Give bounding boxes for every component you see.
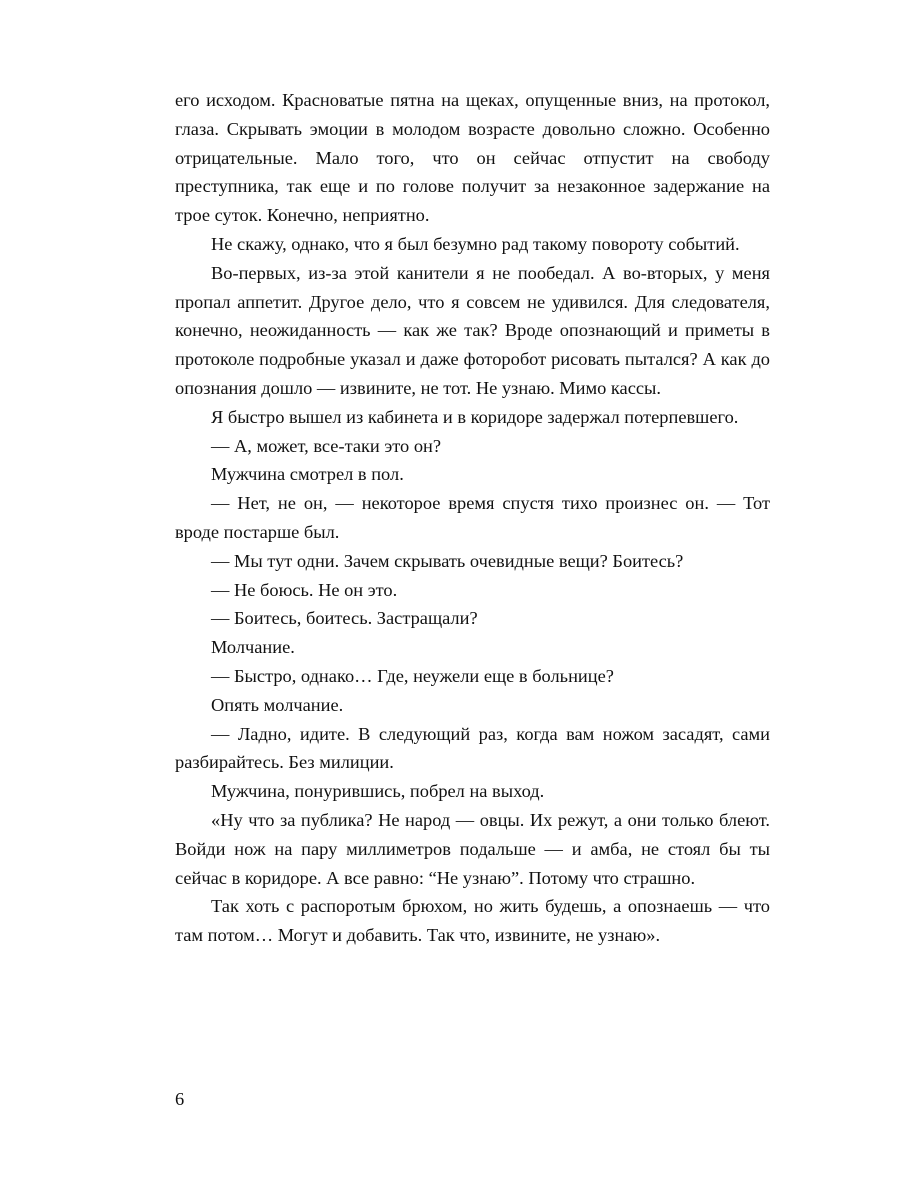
- paragraph: Так хоть с распоротым брюхом, но жить будешь, а опознаешь — что там потом… Могут и добавить. Так что, извините, не узнаю».: [175, 896, 770, 946]
- paragraph: Мужчина смотрел в пол.: [211, 464, 404, 485]
- paragraph: Я быстро вышел из кабинета и в коридоре задержал потерпевшего.: [211, 406, 739, 427]
- dialogue-line: — Ладно, идите. В следующий раз, когда вам ножом засадят, сами разбирайтесь. Без милиции.: [175, 723, 770, 773]
- paragraph: Не скажу, однако, что я был безумно рад такому повороту событий.: [211, 233, 740, 254]
- dialogue-line: — А, может, все-таки это он?: [211, 435, 442, 456]
- paragraph: Молчание.: [211, 637, 295, 658]
- dialogue-line: — Боитесь, боитесь. Застращали?: [211, 608, 478, 629]
- page-body: [175, 86, 770, 950]
- page-number: 6: [175, 1089, 185, 1109]
- paragraph: Во-первых, из-за этой канители я не пообедал. А во-вторых, у меня пропал аппетит. Другое дело, что я совсем не удивился. Для следователя, конечно, неожиданность — как же так? Вроде опознающий и приметы в протоколе подробные указал и даже фоторобот рисовать пытался? А как до опознания дошло — извините, не тот. Не узнаю. Мимо кассы.: [175, 262, 770, 398]
- dialogue-line: — Нет, не он, — некоторое время спустя тихо произнес он. — Тот вроде постарше был.: [175, 493, 770, 542]
- paragraph: «Ну что за публика? Не народ — овцы. Их режут, а они только блеют. Войди нож на пару миллиметров подальше — и амба, не стоял бы ты сейчас в коридоре. А все равно: “Не узнаю”. Потому что страшно.: [175, 809, 770, 888]
- paragraph: Мужчина, понурившись, побрел на выход.: [211, 781, 545, 802]
- dialogue-line: — Не боюсь. Не он это.: [211, 579, 398, 600]
- dialogue-line: — Мы тут одни. Зачем скрывать очевидные вещи? Боитесь?: [211, 550, 684, 571]
- paragraph: Опять молчание.: [211, 694, 344, 715]
- dialogue-line: — Быстро, однако… Где, неужели еще в больнице?: [211, 665, 614, 686]
- paragraph-continuation: его исходом. Красноватые пятна на щеках, опущенные вниз, на протокол, глаза. Скрывать эмоции в молодом возрасте довольно сложно. Особенно отрицательные. Мало того, что он сейчас отпустит на свободу преступника, так еще и по голове получит за незаконное задержание на трое суток. Конечно, неприятно.: [175, 90, 770, 226]
